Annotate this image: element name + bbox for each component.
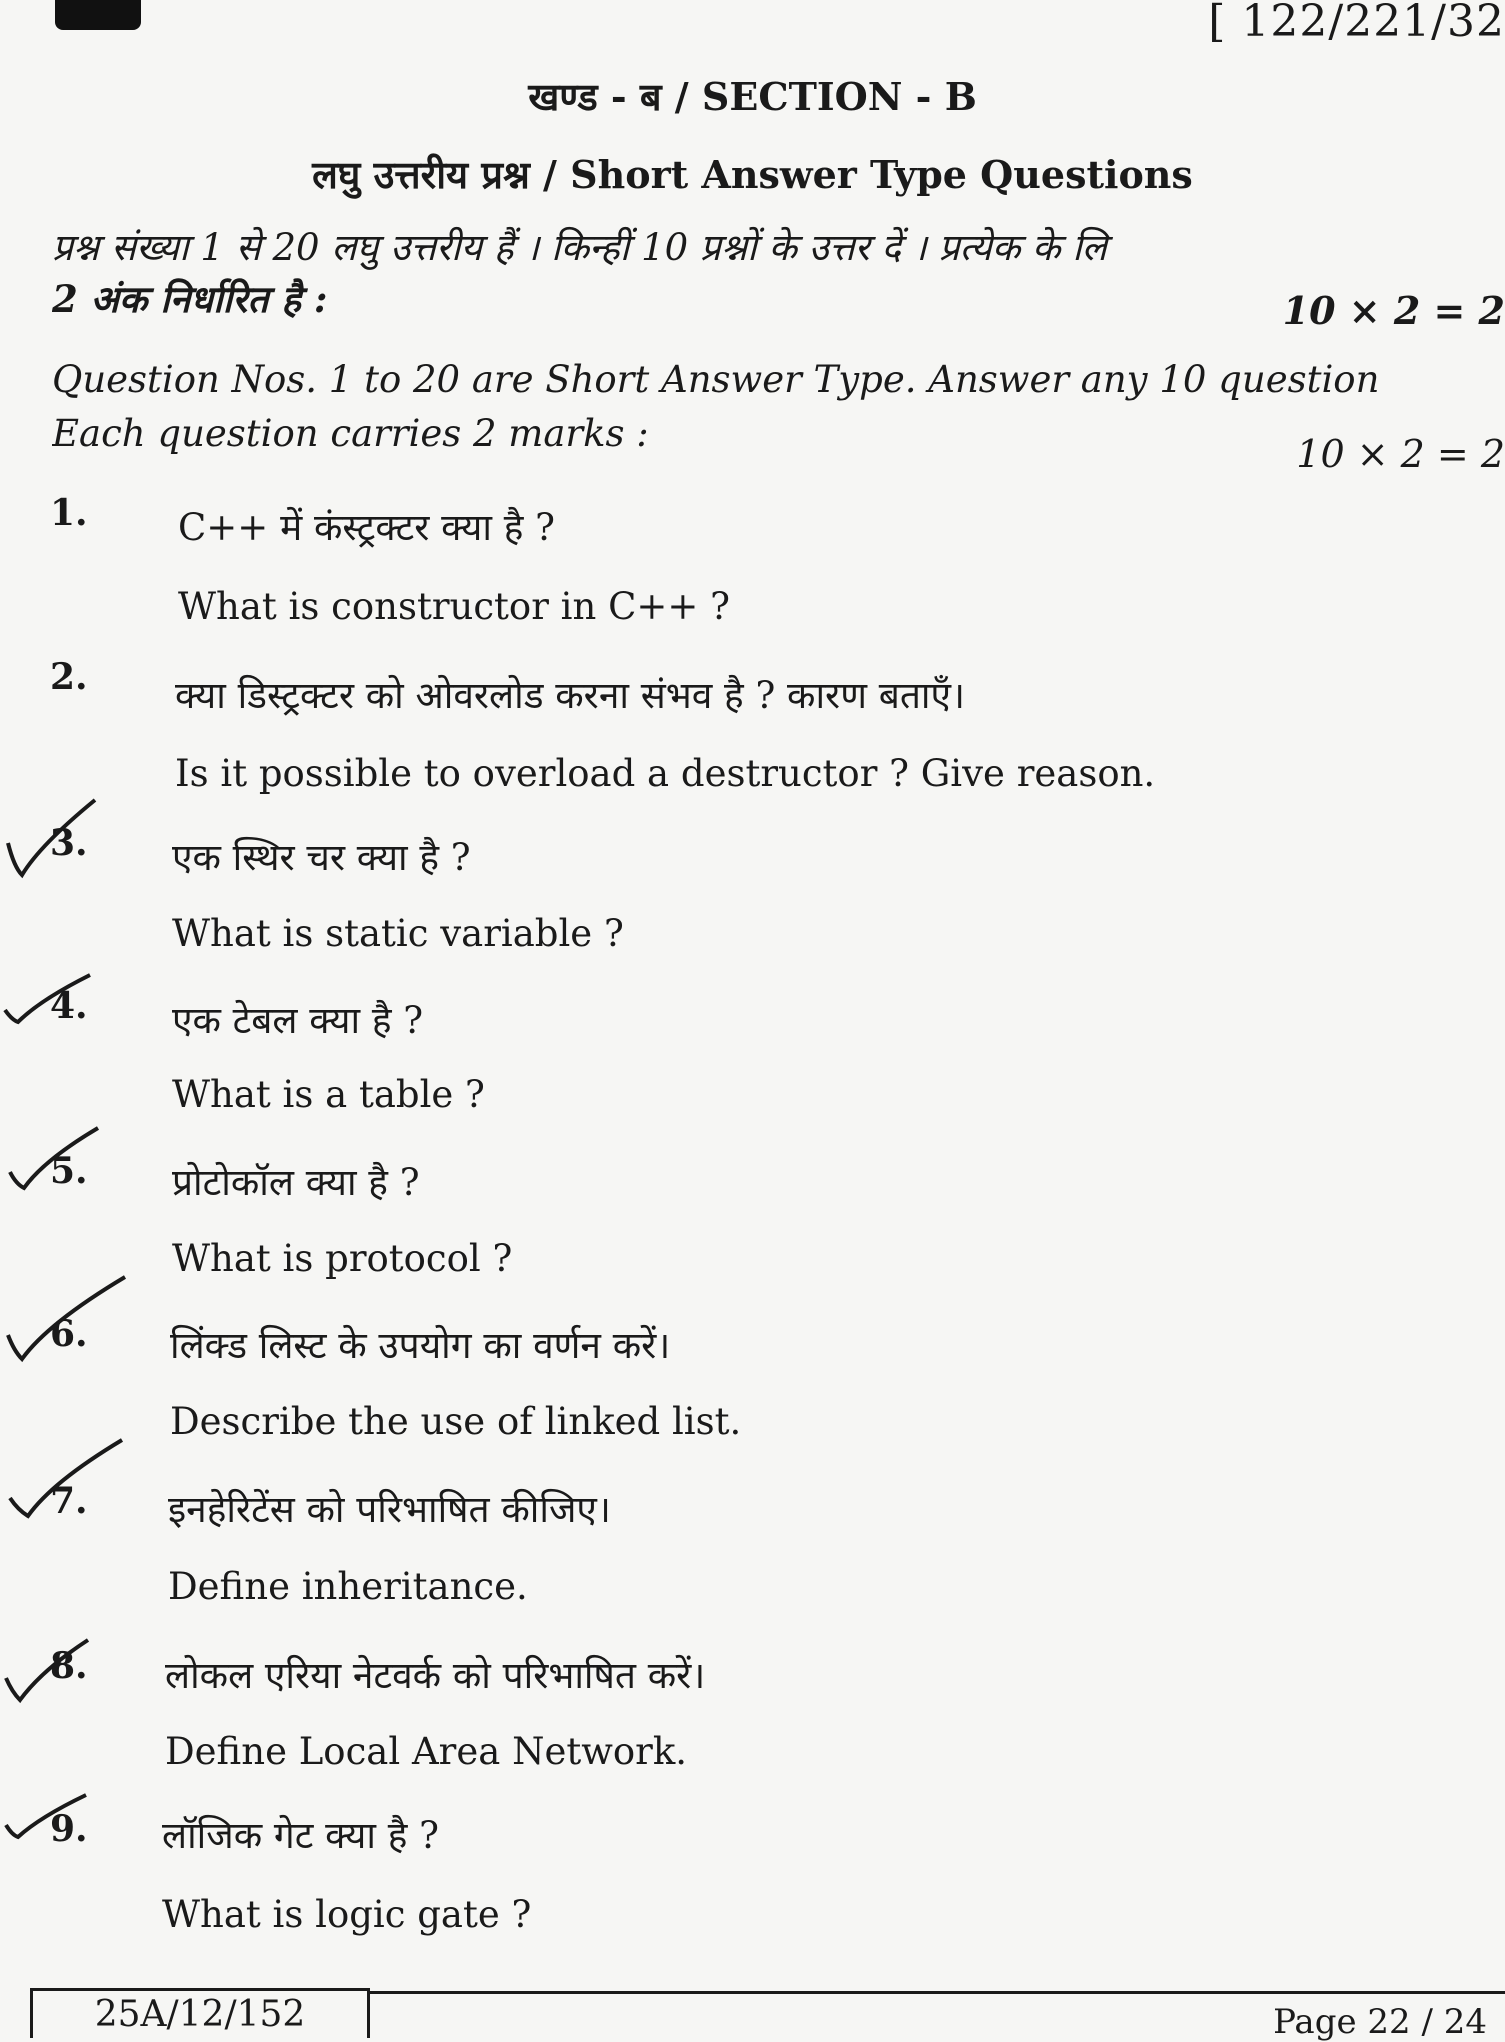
question-number: 1. xyxy=(50,492,88,534)
question-hindi: लोकल एरिया नेटवर्क को परिभाषित करें। xyxy=(165,1654,706,1697)
question-number: 5. xyxy=(50,1150,88,1192)
question-number: 7. xyxy=(50,1480,88,1522)
question-english: Define inheritance. xyxy=(168,1565,528,1608)
section-subtitle: लघु उत्तरीय प्रश्न / Short Answer Type Questions xyxy=(312,152,1193,197)
page-number: Page 22 / 24 xyxy=(1273,2002,1487,2042)
question-english: What is a table ? xyxy=(172,1073,485,1116)
question-number: 4. xyxy=(50,985,88,1027)
question-number: 8. xyxy=(50,1645,88,1687)
question-hindi: इनहेरिटेंस को परिभाषित कीजिए। xyxy=(168,1488,611,1531)
footer-divider xyxy=(370,1991,1505,1994)
section-title: खण्ड - ब / SECTION - B xyxy=(528,74,977,119)
question-number: 9. xyxy=(50,1808,88,1850)
question-hindi: एक टेबल क्या है ? xyxy=(172,999,424,1042)
instruction-english-marks: 10 × 2 = 2 xyxy=(1296,432,1505,476)
paper-code: [ 122/221/32 xyxy=(1208,0,1505,47)
footer-code: 25A/12/152 xyxy=(30,1988,370,2038)
question-number: 2. xyxy=(50,656,88,698)
instruction-hindi-line2: 2 अंक निर्धारित है : xyxy=(52,277,328,321)
question-english: What is static variable ? xyxy=(172,912,624,955)
instruction-hindi-line1: प्रश्न संख्या 1 से 20 लघु उत्तरीय हैं । किन्हीं 10 प्रश्नों के उत्तर दें । प्रत्येक के लि xyxy=(52,226,1107,269)
question-english: Describe the use of linked list. xyxy=(170,1400,742,1443)
question-english: What is logic gate ? xyxy=(162,1893,532,1936)
question-hindi: लॉजिक गेट क्या है ? xyxy=(162,1814,439,1857)
question-hindi: एक स्थिर चर क्या है ? xyxy=(172,836,471,879)
instruction-english-line2: Each question carries 2 marks : xyxy=(52,412,649,455)
question-english: Define Local Area Network. xyxy=(165,1730,688,1773)
question-hindi: लिंक्ड लिस्ट के उपयोग का वर्णन करें। xyxy=(170,1324,671,1367)
question-number: 6. xyxy=(50,1313,88,1355)
question-hindi: क्या डिस्ट्रक्टर को ओवरलोड करना संभव है ? कारण बताएँ। xyxy=(175,674,965,717)
question-english: Is it possible to overload a destructor ? Give reason. xyxy=(175,752,1156,795)
question-english: What is protocol ? xyxy=(172,1237,513,1280)
question-number: 3. xyxy=(50,822,88,864)
question-hindi: C++ में कंस्ट्रक्टर क्या है ? xyxy=(178,506,555,549)
instruction-hindi-marks: 10 × 2 = 2 xyxy=(1282,288,1505,333)
corner-mark xyxy=(55,0,141,30)
instruction-english-line1: Question Nos. 1 to 20 are Short Answer Type. Answer any 10 question xyxy=(52,358,1380,401)
question-english: What is constructor in C++ ? xyxy=(178,585,730,628)
question-hindi: प्रोटोकॉल क्या है ? xyxy=(172,1161,420,1204)
